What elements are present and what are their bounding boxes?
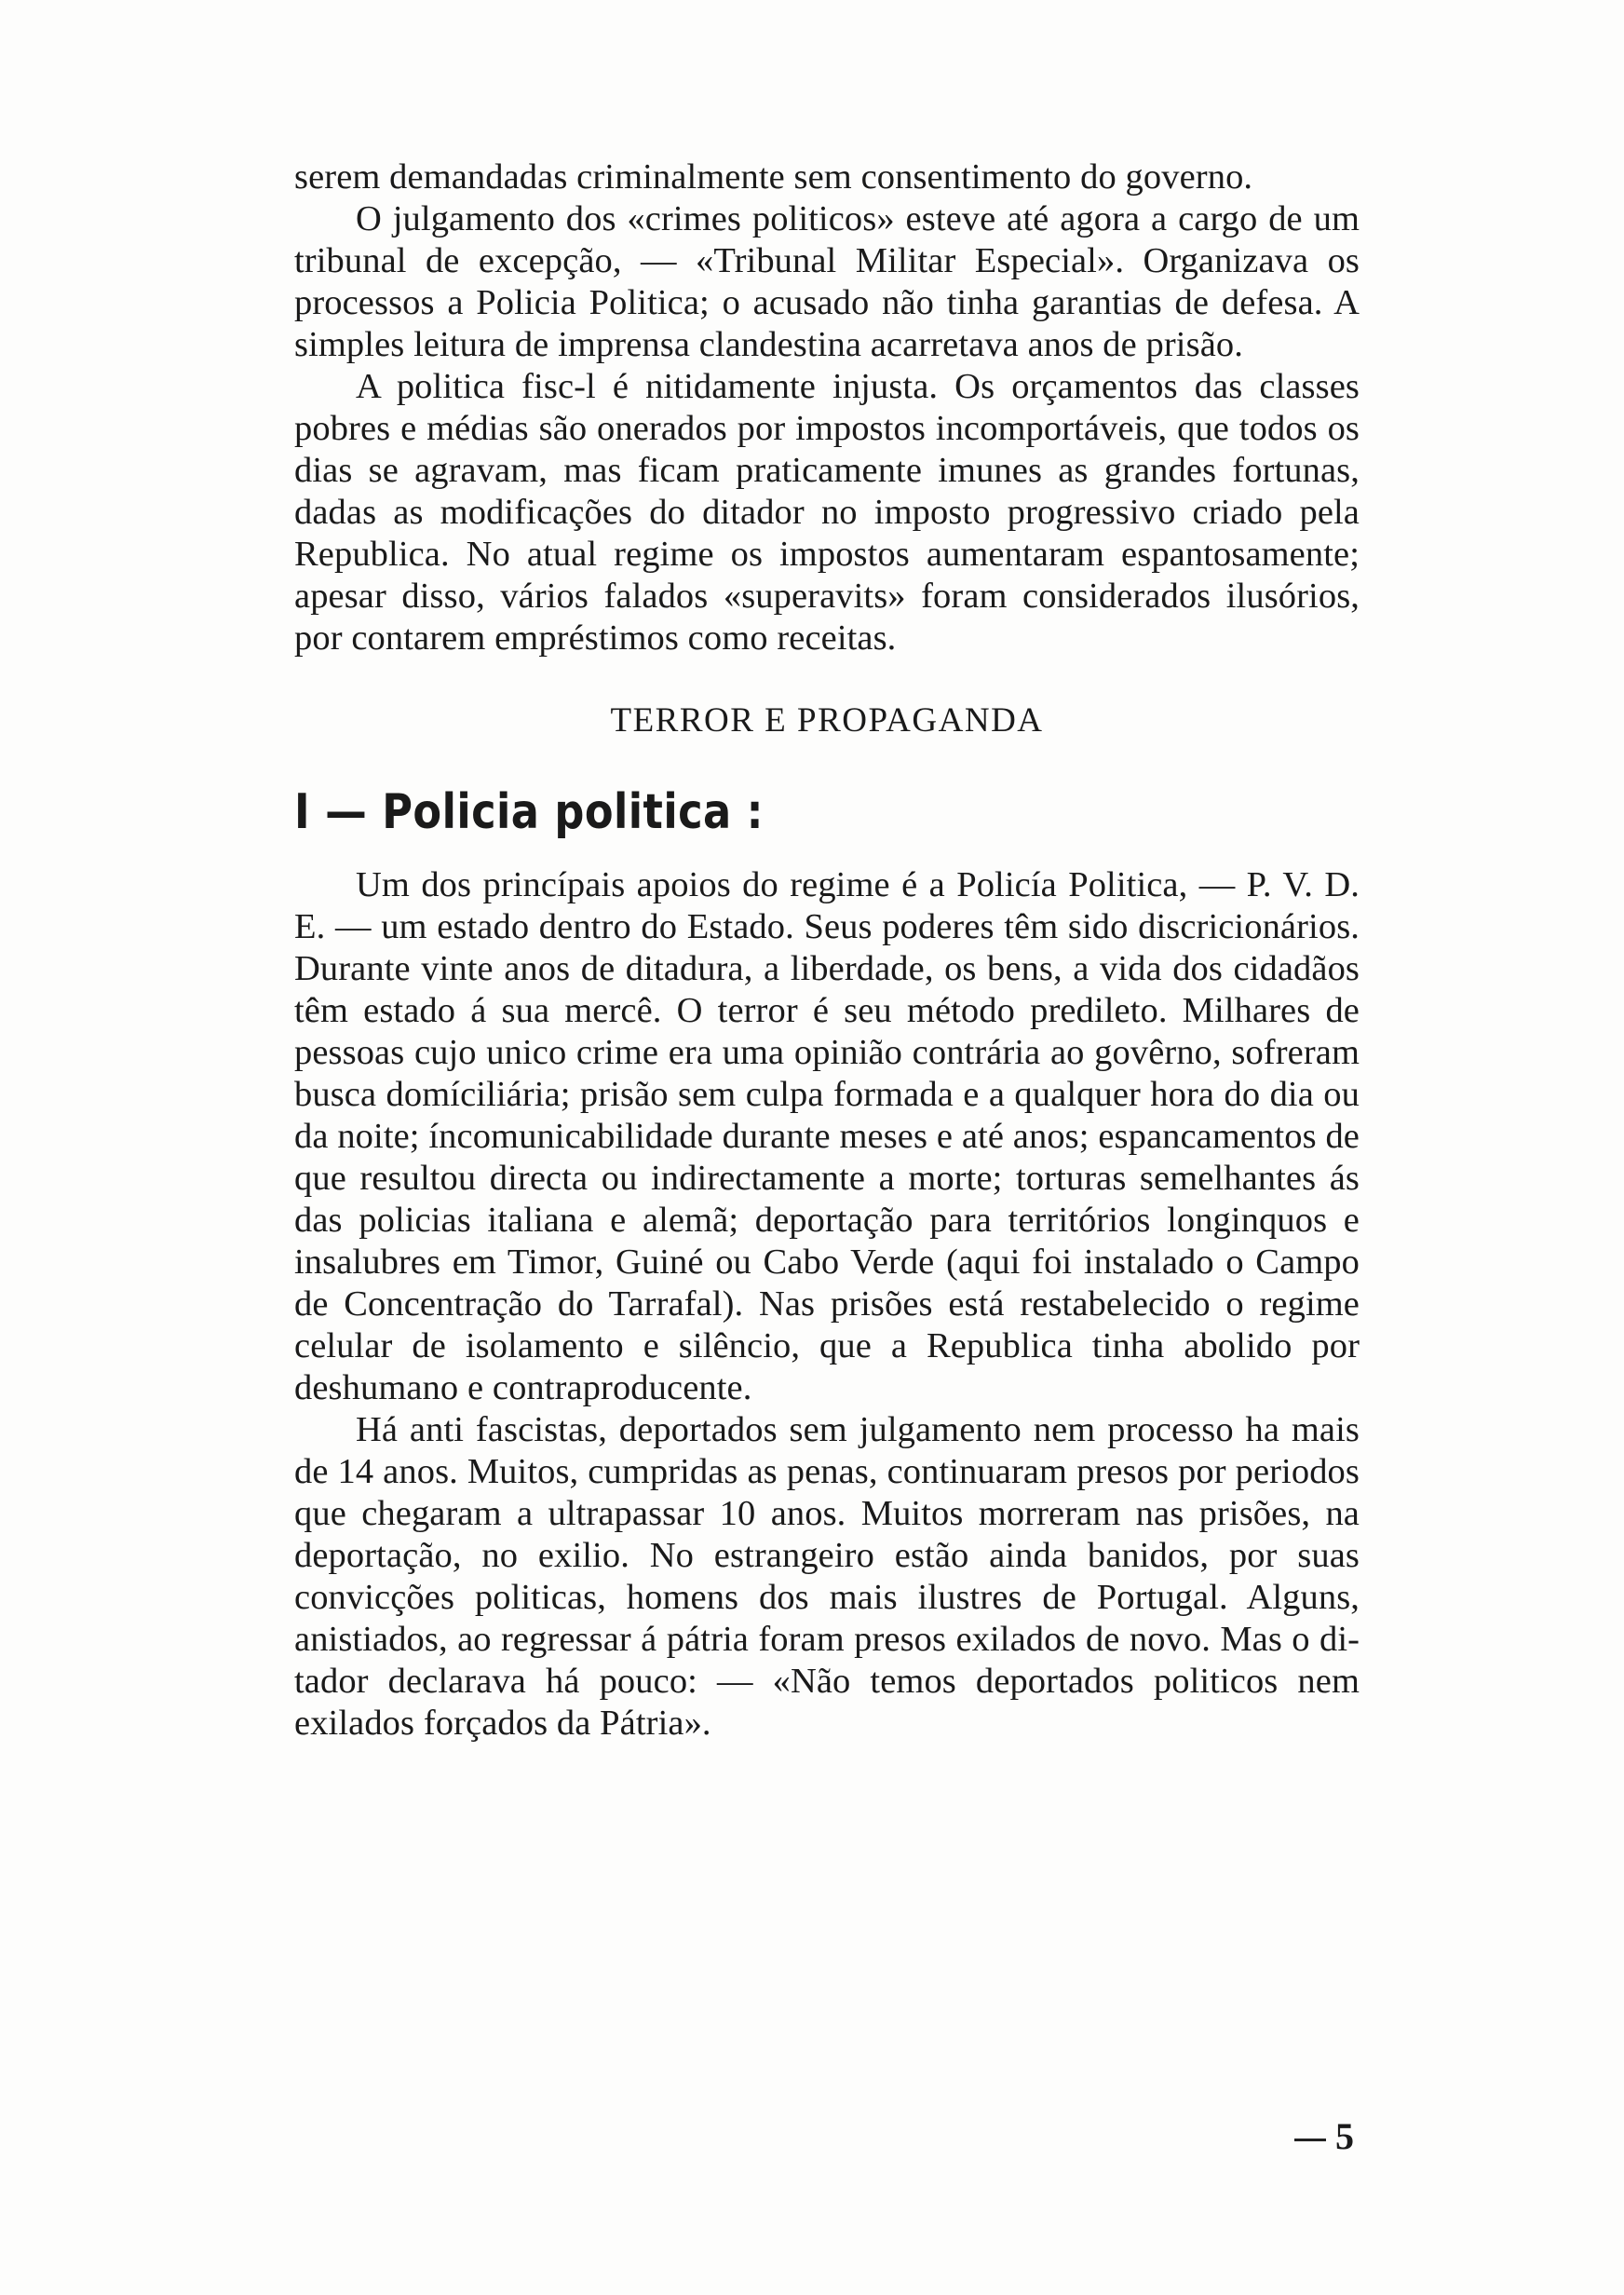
page-number-value: 5 (1335, 2115, 1354, 2157)
paragraph-top-2: O julgamento dos «crimes politicos» esteve até agora a cargo de um tribunal de excepção, — «Tribunal Militar Especial». Organizava os processos a Policia Politica; o acusado não tinha garantias de defesa. A simples leitura de imprensa clandestina acarretava anos de prisão. (294, 199, 1360, 364)
body-text (294, 156, 1360, 1745)
paragraph-bottom-2: Há anti fascistas, deportados sem julgamento nem processo ha mais de 14 anos. Muitos, cumpridas as penas, continuaram presos por periodos que chegaram a ultrapassar 10 anos. Muitos morreram nas prisões, na deportação, no exilio. No estrangeiro estão ainda banidos, por suas convicções politicas, homens dos mais ilustres de Portugal. Alguns, anistiados, ao regressar á pátria foram presos exilados de novo. Mas o ditador declarava há pouco: — «Não temos deportados politicos nem exilados forçados da Pátria». (294, 1410, 1360, 1743)
paragraph-bottom-1: Um dos princípais apoios do regime é a Policía Politica, — P. V. D. E. — um estado dentro do Estado. Seus poderes têm sido discricionários. Durante vinte anos de ditadura, a liberdade, os bens, a vida dos cidadãos têm estado á sua mercê. O terror é seu método predileto. Milhares de pessoas cujo unico crime era uma opinião contrária ao govêrno, sofreram busca domíciliária; prisão sem culpa formada e a qualquer hora do dia ou da noite; íncomunicabilidade durante meses e até anos; espancamentos de que resultou directa ou indirectamente a morte; torturas semelhantes ás das policias italiana e alemã; deportação para territórios longinquos e insalubres em Timor, Guiné ou Cabo Verde (aqui foi instalado o Campo de Concentração do Tarrafal). Nas prisões está restabelecido o regime celular de isolamento e silêncio, que a Republica tinha abolido por deshumano e contraproducente. (294, 865, 1360, 1407)
subheading: I — Policia politica : (294, 784, 764, 840)
page-number-dash (1294, 2139, 1326, 2141)
paragraph-top-3: A politica fisc-l é nitidamente injusta. Os orçamentos das classes pobres e médias são onerados por impostos incomportáveis, que todos os dias se agravam, mas ficam praticamente imunes as grandes fortunas, dadas as modificações do ditador no imposto progressivo criado pela Republica. No atual regime os impostos aumentaram espantosamente; apesar disso, vários falados «superavits» foram considerados ilusórios, por contarem empréstimos como receitas. (294, 367, 1360, 658)
paragraph-top-1: serem demandadas criminalmente sem consentimento do governo. (294, 157, 1253, 197)
section-heading: TERROR E PROPAGANDA (610, 701, 1044, 740)
page-number (1294, 2114, 1354, 2158)
